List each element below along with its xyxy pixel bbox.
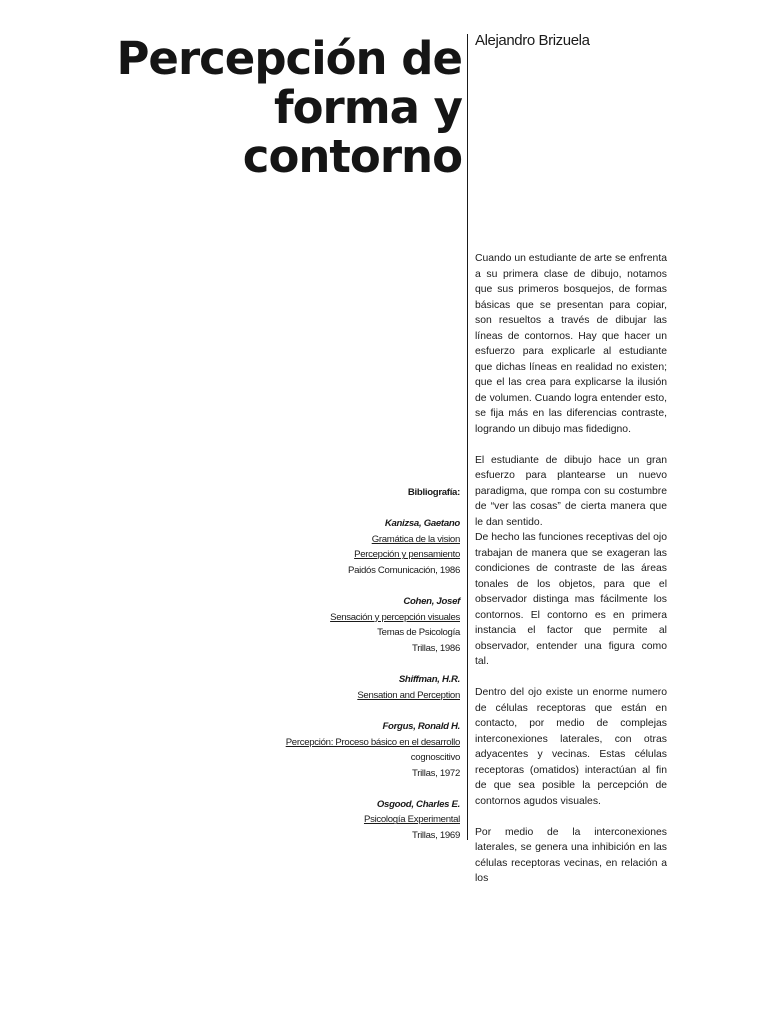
bib-detail: cognoscitivo (410, 752, 460, 764)
bib-author: Kanizsa, Gaetano (384, 518, 460, 530)
bib-author: Shiffman, H.R. (398, 674, 460, 686)
column-divider-rule (467, 34, 468, 840)
bib-work-link[interactable]: Sensation and Perception (357, 689, 460, 701)
body-paragraph: Dentro del ojo existe un enorme numero de células receptoras que están en contacto, por medio de complejas interconexiones laterales, con otras adyacentes y vecinas. Estas células receptoras (omatidos) interactúan al fin de que sea posible la percepción de contornos agudos visuales. (475, 687, 667, 807)
body-paragraph: El estudiante de dibujo hace un gran esfuerzo para plantearse un nuevo paradigma, que rompa con su costumbre de “ver las cosas” de cierta manera que le dan sentido. (475, 454, 667, 528)
title-line: forma y (274, 81, 462, 134)
article-title (60, 34, 462, 181)
bib-detail: Trillas, 1986 (412, 642, 460, 654)
bib-work-link[interactable]: Percepción y pensamiento (354, 549, 460, 561)
title-line: contorno (242, 130, 462, 183)
bib-work-link[interactable]: Percepción: Proceso básico en el desarrollo (285, 736, 460, 748)
body-paragraph: Cuando un estudiante de arte se enfrenta a su primera clase de dibujo, notamos que sus primeros bosquejos, de formas básicas que se presentan para copiar, son resueltos a través de dibujar las líneas de contornos. Hay que hacer un esfuerzo para explicarle al estudiante que dichas líneas en realidad no existen; que el las crea para explicarse la ilusión de volumen. Cuando logra entender esto, se fija más en las diferencias contraste, logrando un dibujo mas fidedigno. (475, 253, 667, 435)
bibliography-entry (250, 719, 460, 781)
body-paragraph: De hecho las funciones receptivas del ojo trabajan de manera que se exageran las condiciones de contraste de las áreas tonales de los objetos, para que el observador distinga mas fácilmente los contornos. El contorno es en primera instancia el factor que permite al observador, entender una figura como tal. (475, 532, 667, 667)
bibliography-entry (250, 516, 460, 578)
author-name: Alejandro Brizuela (475, 32, 590, 49)
bib-detail: Trillas, 1972 (412, 767, 460, 779)
bib-work-link[interactable]: Psicología Experimental (363, 814, 460, 826)
bib-work-link[interactable]: Gramática de la vision (371, 533, 460, 545)
bib-detail: Temas de Psicología (377, 627, 460, 639)
body-paragraph: Por medio de la interconexiones laterales, se genera una inhibición en las células receptoras vecinas, en relación a los (475, 826, 667, 884)
bib-author: Forgus, Ronald H. (382, 720, 460, 732)
bibliography-heading: Bibliografía: (407, 487, 460, 498)
bib-detail: Paidós Comunicación, 1986 (348, 564, 460, 576)
bib-author: Cohen, Josef (403, 596, 460, 608)
body-text-column (475, 251, 667, 887)
bibliography-entry (250, 672, 460, 703)
bib-detail: Trillas, 1969 (412, 830, 460, 842)
bibliography-entry (250, 797, 460, 844)
bib-work-link[interactable]: Sensación y percepción visuales (330, 611, 460, 623)
title-line: Percepción de (116, 32, 462, 85)
bibliography (250, 485, 460, 859)
bibliography-entry (250, 594, 460, 656)
bib-author: Osgood, Charles E. (376, 798, 460, 810)
